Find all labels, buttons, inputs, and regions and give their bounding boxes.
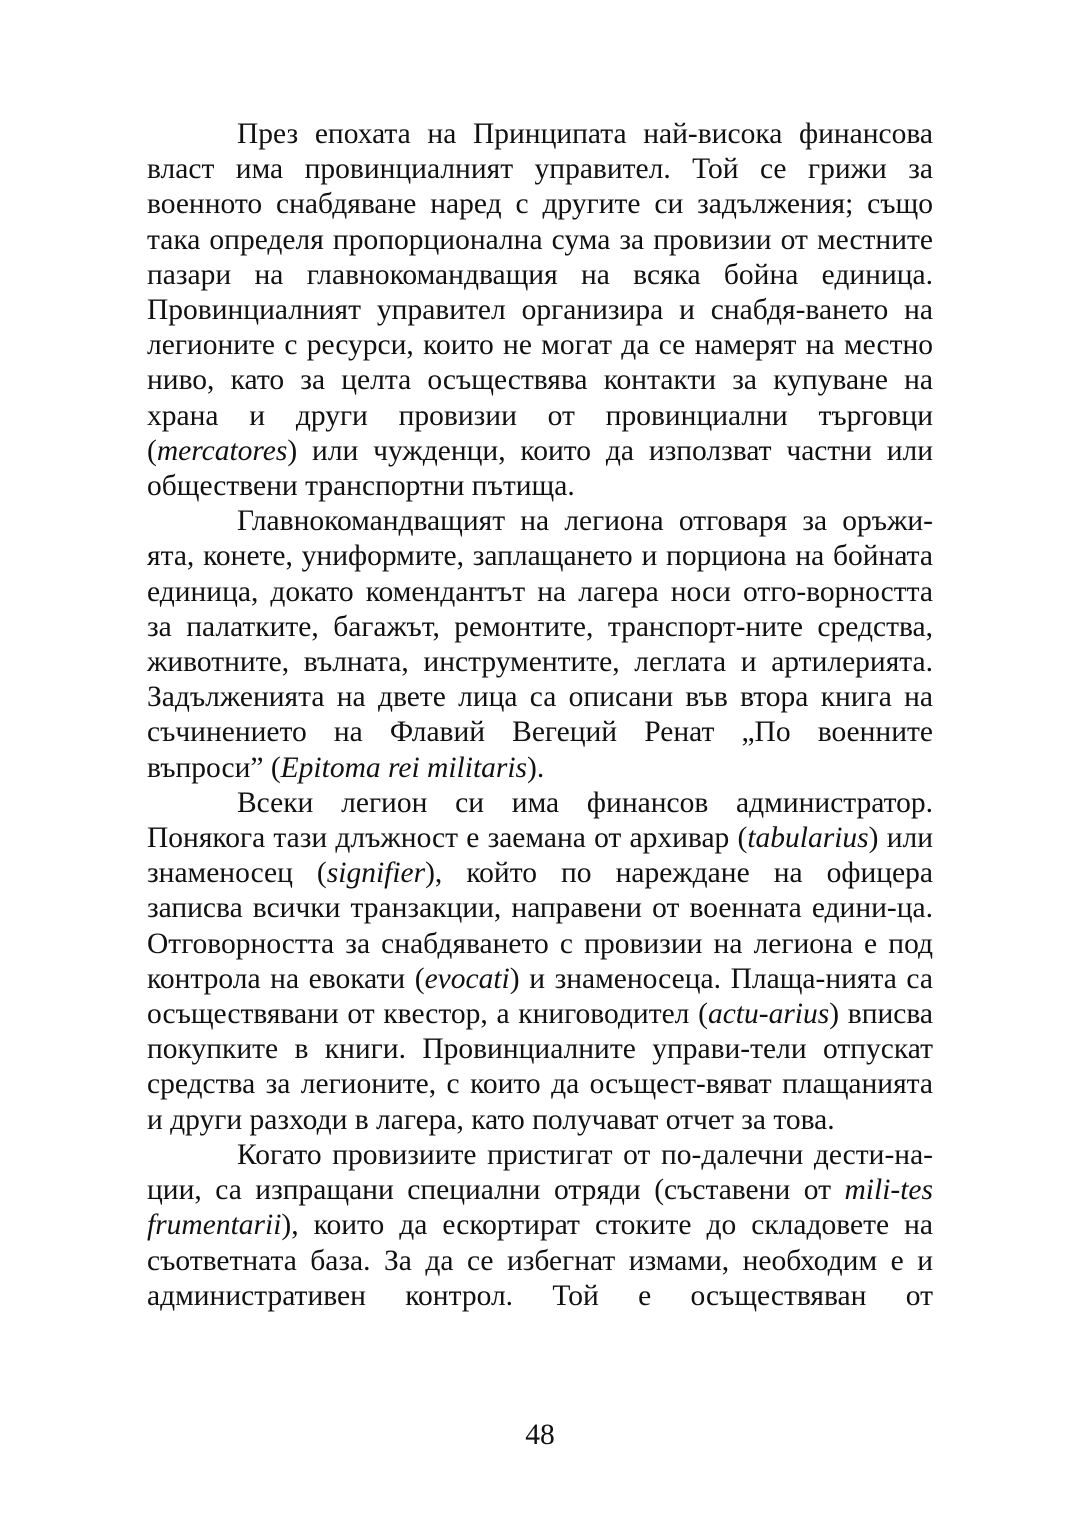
paragraph-text: Всеки легион си има финансов администратор. Понякога тази длъжност е заемана от архивар ( [147, 786, 933, 855]
paragraph-text: ), които да ескортират стоките до складовете на съответната база. За да се избегнат измами, необходим е и административен контрол. Той е осъществяван от [147, 1209, 933, 1312]
paragraph-text: Когато провизиите пристигат от по-далечни дести-на-ции, са изпращани специални отряди (съставени от [147, 1138, 933, 1207]
latin-term: evocati [424, 962, 510, 995]
paragraph-text: ). [527, 751, 545, 784]
page-number: 48 [525, 1419, 555, 1451]
paragraph-text: ) или знаменосец ( [147, 822, 933, 890]
paragraph-text: През епохата на Принципата най-висока финансова власт има провинциалният управител. Той се грижи за военното снабдяване наред с другите си задължения; също така определя пропорционална сума за провизии от местните пазари на главнокомандващия на всяка бойна единица. Провинциалният управител организира и снабдя-ването на легионите с ресурси, които не могат да се намерят на местно ниво, като за целта осъществява контакти за купуване на храна и други провизии от провинциални търговци ( [147, 118, 933, 467]
latin-term: actu-arius [707, 998, 830, 1031]
paragraph-text: Главнокомандващият на легиона отговаря за оръжи-ята, конете, униформите, заплащането и порциона на бойната единица, докато комендантът на лагера носи отго-ворността за палатките, багажът, ремонтите, транспорт-ните средства, животните, вълната, инструментите, леглата и артилерията. Задълженията на двете лица са описани във втора книга на съчинението на Флавий Вегеций Ренат „По военните въпроси” ( [147, 505, 933, 784]
latin-term: signifier [326, 857, 426, 890]
latin-term: mercatores [156, 434, 288, 467]
paragraph-text: ) вписва покупките в книги. Провинциалните управи-тели отпускат средства за легионите, с които да осъщест-вяват плащанията и други разходи в лагера, като получават отчет за това. [147, 998, 933, 1136]
paragraph-text: ), който по нареждане на офицера записва всички транзакции, направени от военната едини-ца. Отговорността за снабдяването с провизии на легиона е под контрола на евокати ( [147, 857, 933, 995]
paragraph-1 [147, 117, 933, 504]
paragraph-2 [147, 504, 933, 786]
paragraph-3 [147, 786, 933, 1138]
latin-term: tabularius [747, 822, 869, 855]
latin-term: mili-tes frumentarii [147, 1174, 933, 1242]
paragraph-text: ) или чужденци, които да използват частни или обществени транспортни пътища. [147, 434, 933, 503]
latin-term: Epitoma rei militaris [280, 751, 528, 784]
paragraph-text: ) и знаменосеца. Плаща-нията са осъществявани от квестор, а книговодител ( [147, 962, 933, 1031]
body-text [147, 117, 933, 1314]
paragraph-4 [147, 1138, 933, 1314]
